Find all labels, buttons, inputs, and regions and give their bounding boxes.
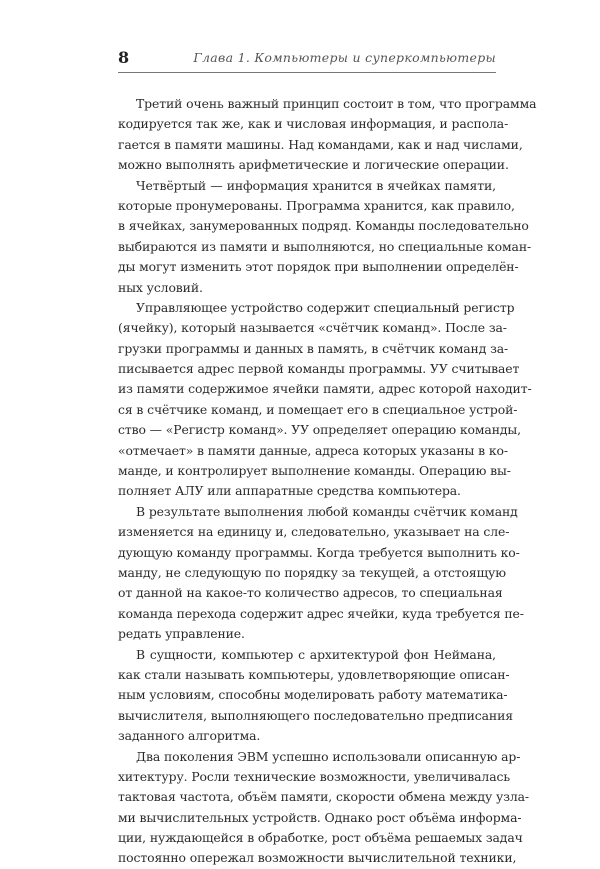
p6-line-1: Два поколения ЭВМ успешно использовали описанную ар- — [136, 748, 521, 764]
p5-line-5: заданного алгоритма. — [118, 728, 261, 744]
p6-line-4: ми вычислительных устройств. Однако рост объёма информа- — [118, 809, 522, 825]
p2-line-4: выбираются из памяти и выполняются, но специальные коман- — [118, 238, 532, 254]
p6-line-6: постоянно опережал возможности вычислительной техники, — [118, 850, 517, 866]
p1-line-1: Третий очень важный принцип состоит в том, что программа — [136, 96, 537, 111]
p4-line-7: редать управление. — [118, 626, 245, 642]
page-number: 8 — [118, 48, 130, 67]
p3-line-8: «отмечает» в памяти данные, адреса которых указаны в ко- — [118, 442, 508, 458]
p4-line-4: манду, не следующую по порядку за текущей, а отстоящую — [118, 564, 506, 580]
running-title: Глава 1. Компьютеры и суперкомпьютеры — [193, 50, 496, 65]
p6-line-3: тактовая частота, объём памяти, скорости обмена между узла- — [118, 789, 529, 805]
p4-line-6: команда перехода содержит адрес ячейки, куда требуется пе- — [118, 605, 524, 621]
p1-line-2: кодируется так же, как и числовая информация, и распола- — [118, 116, 509, 132]
p2-line-1: Четвёртый — информация хранится в ячейках памяти, — [136, 177, 496, 193]
p6-line-2: хитектуру. Росли технические возможности, увеличивалась — [118, 768, 510, 784]
p3-line-5: из памяти содержимое ячейки памяти, адрес которой находит- — [118, 381, 532, 397]
p3-line-1: Управляющее устройство содержит специальный регистр — [136, 299, 515, 315]
p3-line-4: писывается адрес первой команды программы. УУ считывает — [118, 361, 520, 377]
p3-line-10: полняет АЛУ или аппаратные средства компьютера. — [118, 483, 461, 499]
p4-line-3: дующую команду программы. Когда требуется выполнить ко- — [118, 544, 520, 560]
p2-line-5: ды могут изменить этот порядок при выполнении определён- — [118, 259, 519, 275]
p3-line-9: манде, и контролирует выполнение команды. Операцию вы- — [118, 463, 511, 479]
page-header — [118, 46, 496, 73]
p2-line-6: ных условий. — [118, 279, 203, 295]
p5-line-4: вычислителя, выполняющего последовательно предписания — [118, 707, 513, 723]
p5-line-2: как стали называть компьютеры, удовлетворяющие описан- — [118, 666, 510, 682]
p3-line-6: ся в счётчике команд, и помещает его в специальное устрой- — [118, 401, 518, 417]
p4-line-2: изменяется на единицу и, следовательно, указывает на сле- — [118, 524, 510, 540]
p5-line-1: В сущности, компьютер с архитектурой фон Неймана, — [136, 646, 496, 662]
body-text — [118, 94, 537, 869]
p6-line-5: ции, нуждающейся в обработке, рост объёма решаемых задач — [118, 830, 523, 846]
p4-line-1: В результате выполнения любой команды счётчик команд — [136, 503, 518, 519]
p3-line-7: ство — «Регистр команд». УУ определяет операцию команды, — [118, 422, 521, 438]
p1-line-3: гается в памяти машины. Над командами, как и над числами, — [118, 136, 523, 152]
p2-line-3: в ячейках, занумерованных подряд. Команды последовательно — [118, 218, 529, 234]
p3-line-2: (ячейку), который называется «счётчик команд». После за- — [118, 320, 507, 336]
p4-line-5: от данной на какое-то количество адресов, то специальная — [118, 585, 503, 601]
p3-line-3: грузки программы и данных в память, в счётчик команд за- — [118, 340, 509, 356]
p5-line-3: ным условиям, способны моделировать работу математика- — [118, 687, 508, 703]
p1-line-4: можно выполнять арифметические и логические операции. — [118, 157, 509, 173]
p2-line-2: которые пронумерованы. Программа хранится, как правило, — [118, 197, 515, 213]
